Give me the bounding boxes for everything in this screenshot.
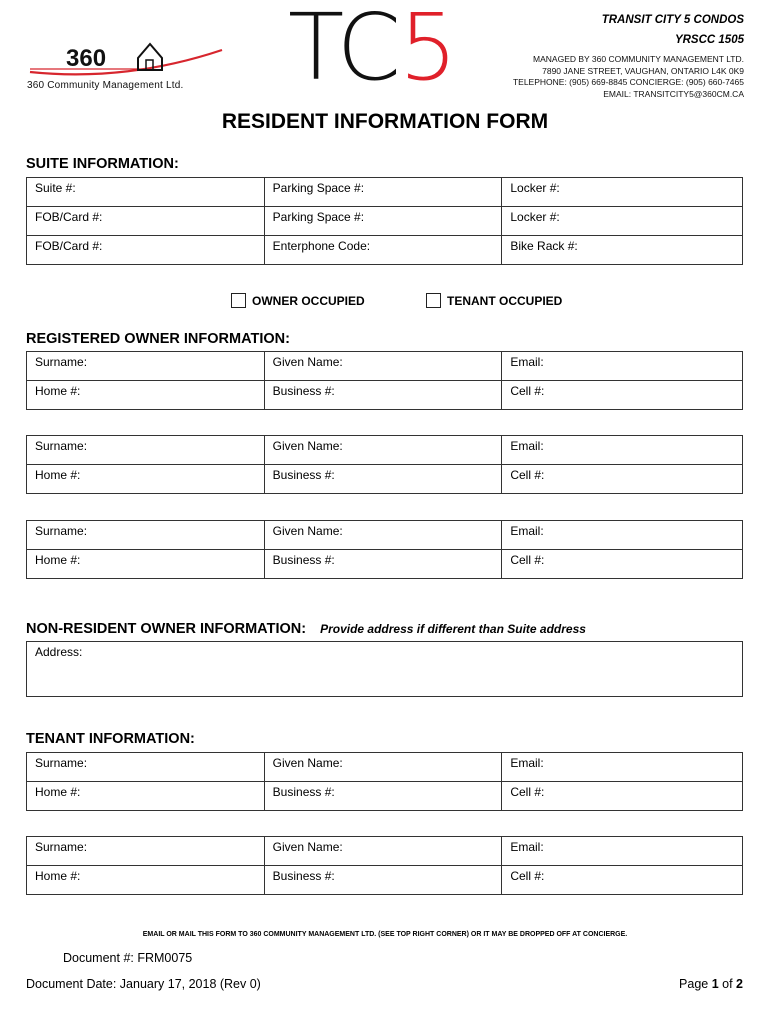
tenant-section-heading: TENANT INFORMATION: <box>26 731 195 747</box>
table-row <box>27 436 743 465</box>
surname-field[interactable]: Surname: <box>27 837 265 866</box>
parking-space-field[interactable]: Parking Space #: <box>264 178 502 207</box>
business-phone-field[interactable]: Business #: <box>264 550 502 579</box>
submission-instructions: EMAIL OR MAIL THIS FORM TO 360 COMMUNITY MANAGEMENT LTD. (SEE TOP RIGHT CORNER) OR IT MAY BE DROPPED OFF AT CONCIERGE. <box>142 931 628 938</box>
enterphone-code-field[interactable]: Enterphone Code: <box>264 236 502 265</box>
cell-phone-field[interactable]: Cell #: <box>502 381 743 410</box>
table-row <box>27 837 743 866</box>
email-field[interactable]: Email: <box>502 352 743 381</box>
surname-field[interactable]: Surname: <box>27 521 265 550</box>
fob-card-field[interactable]: FOB/Card #: <box>27 236 265 265</box>
email-field[interactable]: Email: <box>502 521 743 550</box>
nonresident-heading-text: NON-RESIDENT OWNER INFORMATION: <box>26 621 307 637</box>
address-line: EMAIL: TRANSITCITY5@360CM.CA <box>603 88 744 99</box>
table-row <box>27 753 743 782</box>
cell-phone-field[interactable]: Cell #: <box>502 550 743 579</box>
surname-field[interactable]: Surname: <box>27 753 265 782</box>
org-code: YRSCC 1505 <box>674 34 744 46</box>
suite-section-heading: SUITE INFORMATION: <box>26 156 179 172</box>
business-phone-field[interactable]: Business #: <box>264 381 502 410</box>
address-line: MANAGED BY 360 COMMUNITY MANAGEMENT LTD. <box>533 54 744 64</box>
email-field[interactable]: Email: <box>502 753 743 782</box>
form-title: RESIDENT INFORMATION FORM <box>221 110 549 133</box>
locker-field[interactable]: Locker #: <box>502 207 743 236</box>
table-row <box>27 782 743 811</box>
fob-card-field[interactable]: FOB/Card #: <box>27 207 265 236</box>
document-date: Document Date: January 17, 2018 (Rev 0) <box>26 977 261 991</box>
tenant-occupied-checkbox[interactable] <box>426 293 441 308</box>
parking-space-field[interactable]: Parking Space #: <box>264 207 502 236</box>
home-phone-field[interactable]: Home #: <box>27 782 265 811</box>
surname-field[interactable]: Surname: <box>27 436 265 465</box>
owner-occupied-checkbox[interactable] <box>231 293 246 308</box>
brand-tc: TC <box>288 0 400 101</box>
cell-phone-field[interactable]: Cell #: <box>502 866 743 895</box>
table-row <box>27 866 743 895</box>
table-row <box>27 550 743 579</box>
email-field[interactable]: Email: <box>502 436 743 465</box>
tenant-table <box>26 752 743 811</box>
home-phone-field[interactable]: Home #: <box>27 866 265 895</box>
suite-number-field[interactable]: Suite #: <box>27 178 265 207</box>
owner-table <box>26 435 743 494</box>
business-phone-field[interactable]: Business #: <box>264 465 502 494</box>
page-number: 1 <box>711 977 719 991</box>
table-row <box>27 381 743 410</box>
page-prefix: Page <box>679 977 712 991</box>
address-line: 7890 JANE STREET, VAUGHAN, ONTARIO L4K 0K9 <box>542 65 744 76</box>
table-row <box>27 236 743 265</box>
nonresident-note: Provide address if different than Suite address <box>320 622 586 636</box>
surname-field[interactable]: Surname: <box>27 352 265 381</box>
given-name-field[interactable]: Given Name: <box>264 521 502 550</box>
suite-table <box>26 177 743 265</box>
page-of: of <box>718 977 737 991</box>
table-row <box>27 178 743 207</box>
tenant-table <box>26 836 743 895</box>
owner-table <box>26 351 743 410</box>
home-phone-field[interactable]: Home #: <box>27 381 265 410</box>
business-phone-field[interactable]: Business #: <box>264 866 502 895</box>
tenant-occupied-label: TENANT OCCUPIED <box>447 294 563 308</box>
cell-phone-field[interactable]: Cell #: <box>502 782 743 811</box>
org-name: TRANSIT CITY 5 CONDOS <box>601 14 744 26</box>
business-phone-field[interactable]: Business #: <box>264 782 502 811</box>
home-phone-field[interactable]: Home #: <box>27 465 265 494</box>
cell-phone-field[interactable]: Cell #: <box>502 465 743 494</box>
given-name-field[interactable]: Given Name: <box>264 837 502 866</box>
given-name-field[interactable]: Given Name: <box>264 436 502 465</box>
locker-field[interactable]: Locker #: <box>502 178 743 207</box>
logo-graphic <box>26 36 226 80</box>
brand-five: 5 <box>399 0 456 101</box>
nonresident-section-heading <box>26 621 586 637</box>
page-total: 2 <box>736 977 743 991</box>
logo-company-name: 360 Community Management Ltd. <box>27 80 184 91</box>
management-address <box>513 54 744 100</box>
given-name-field[interactable]: Given Name: <box>264 352 502 381</box>
given-name-field[interactable]: Given Name: <box>264 753 502 782</box>
email-field[interactable]: Email: <box>502 837 743 866</box>
company-logo <box>26 36 226 102</box>
owner-occupied-option[interactable] <box>231 293 365 308</box>
table-row <box>27 521 743 550</box>
address-field[interactable]: Address: <box>26 641 743 697</box>
brand-mark <box>288 0 456 101</box>
address-line: TELEPHONE: (905) 669-8845 CONCIERGE: (905) 660-7465 <box>512 77 744 87</box>
owner-table <box>26 520 743 579</box>
table-row <box>27 352 743 381</box>
owner-section-heading: REGISTERED OWNER INFORMATION: <box>26 331 290 347</box>
page-indicator <box>679 977 743 991</box>
home-phone-field[interactable]: Home #: <box>27 550 265 579</box>
bike-rack-field[interactable]: Bike Rack #: <box>502 236 743 265</box>
table-row <box>27 207 743 236</box>
table-row <box>27 465 743 494</box>
owner-occupied-label: OWNER OCCUPIED <box>252 294 365 308</box>
svg-text:360: 360 <box>66 45 107 72</box>
tenant-occupied-option[interactable] <box>426 293 562 308</box>
document-number: Document #: FRM0075 <box>63 951 193 965</box>
